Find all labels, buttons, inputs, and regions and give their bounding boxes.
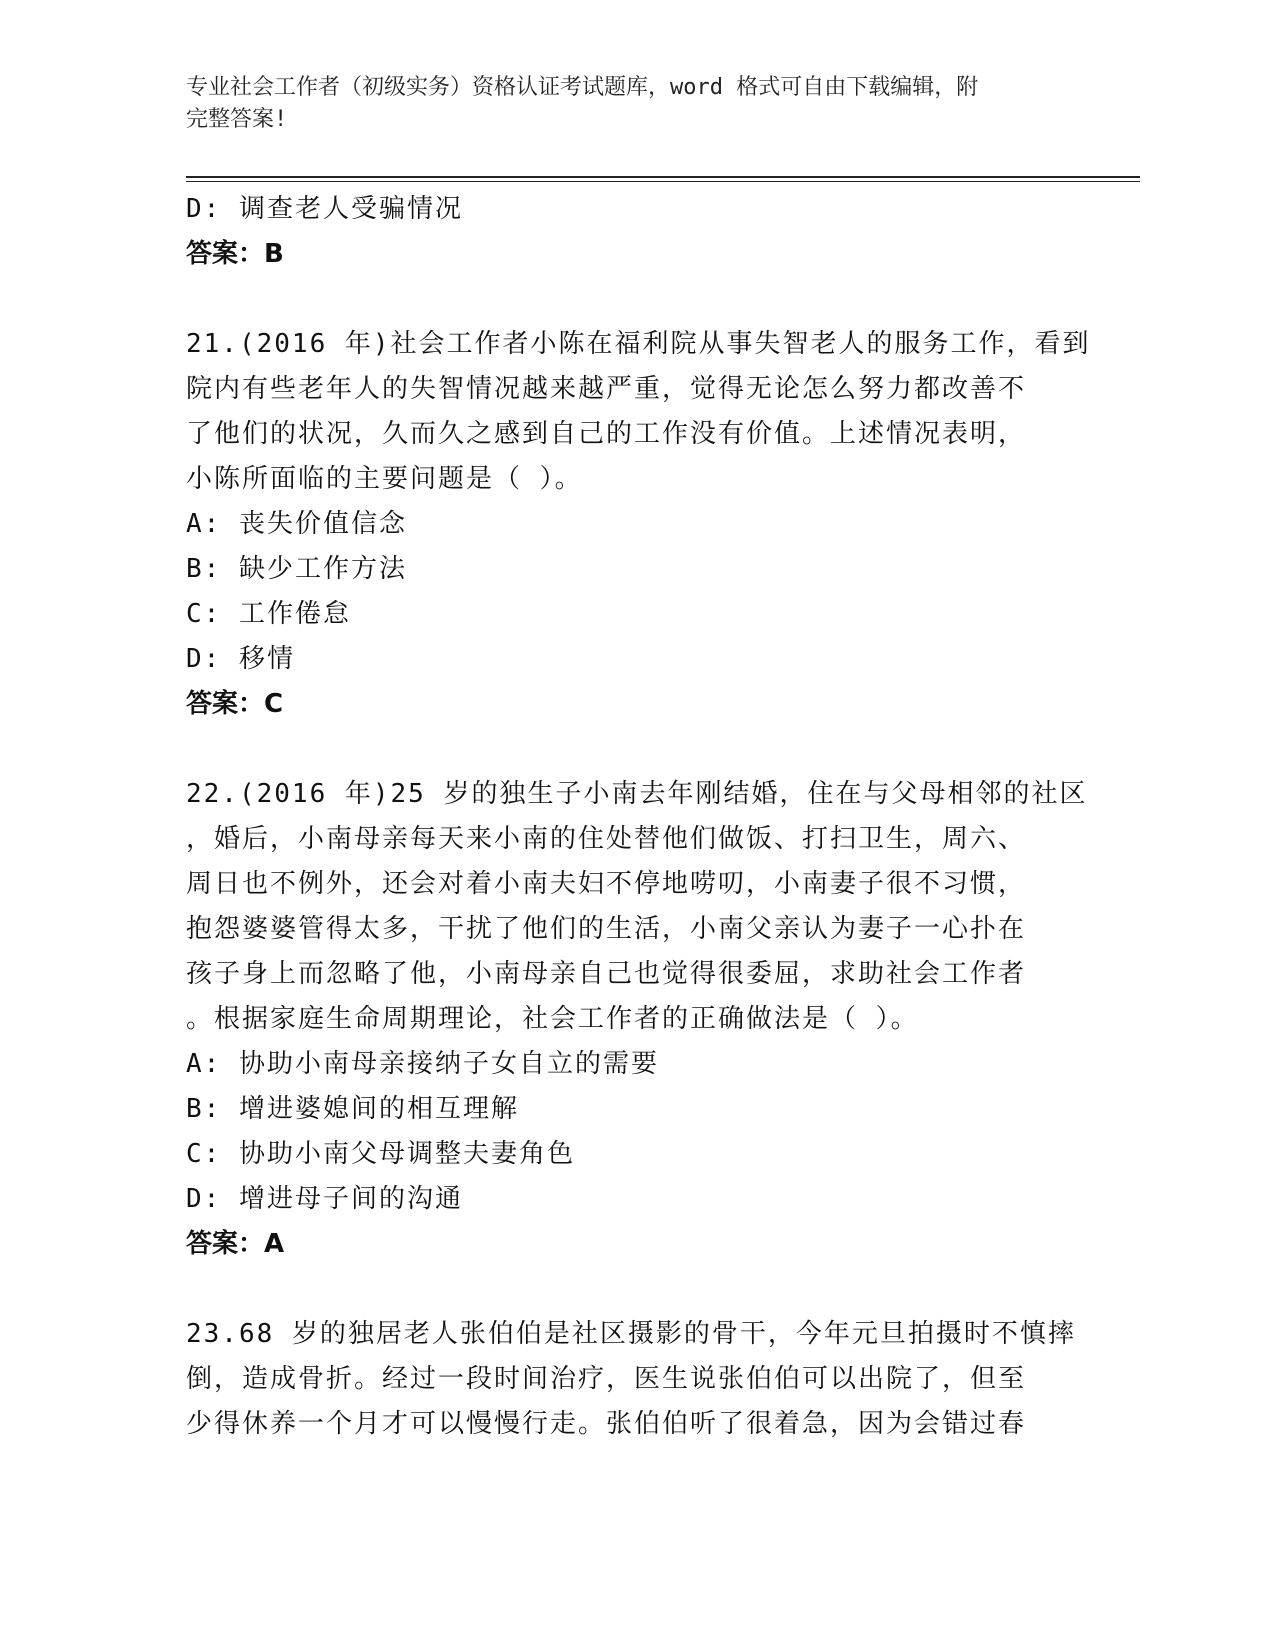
header-rule-thick bbox=[186, 176, 1140, 178]
page-header bbox=[186, 72, 1066, 136]
question-text-line: 周日也不例外，还会对着小南夫妇不停地唠叨，小南妻子很不习惯， bbox=[186, 869, 1027, 899]
question-21 bbox=[186, 322, 1091, 727]
question-text-line: 22.(2016 年)25 岁的独生子小南去年刚结婚，住在与父母相邻的社区 bbox=[186, 779, 1088, 809]
answer-line: 答案：B bbox=[186, 239, 284, 269]
spacer bbox=[186, 1267, 1086, 1312]
question-text-line: ，婚后，小南母亲每天来小南的住处替他们做饭、打扫卫生，周六、 bbox=[186, 824, 1027, 854]
header-rule-thin bbox=[186, 181, 1140, 182]
previous-question-tail bbox=[186, 187, 1086, 277]
question-text-line: 倒，造成骨折。经过一段时间治疗，医生说张伯伯可以出院了，但至 bbox=[186, 1364, 1027, 1394]
header-line-2: 完整答案! bbox=[186, 107, 288, 132]
option-c: C: 协助小南父母调整夫妻角色 bbox=[186, 1139, 575, 1169]
option-d: D: 增进母子间的沟通 bbox=[186, 1184, 463, 1214]
question-text-line: 了他们的状况，久而久之感到自己的工作没有价值。上述情况表明， bbox=[186, 419, 1027, 449]
document-body bbox=[186, 187, 1091, 1447]
option-c: C: 工作倦怠 bbox=[186, 599, 351, 629]
question-text-line: 孩子身上而忽略了他，小南母亲自己也觉得很委屈，求助社会工作者 bbox=[186, 959, 1027, 989]
question-text-line: 23.68 岁的独居老人张伯伯是社区摄影的骨干，今年元旦拍摄时不慎摔 bbox=[186, 1319, 1076, 1349]
question-text-line: 21.(2016 年)社会工作者小陈在福利院从事失智老人的服务工作，看到 bbox=[186, 329, 1091, 359]
question-text-line: 院内有些老年人的失智情况越来越严重，觉得无论怎么努力都改善不 bbox=[186, 374, 1027, 404]
option-d: D: 移情 bbox=[186, 644, 295, 674]
question-22 bbox=[186, 772, 1086, 1267]
question-text-line: 少得休养一个月才可以慢慢行走。张伯伯听了很着急，因为会错过春 bbox=[186, 1409, 1027, 1439]
question-23 bbox=[186, 1312, 1086, 1447]
header-line-1: 专业社会工作者（初级实务）资格认证考试题库，word 格式可自由下载编辑，附 bbox=[186, 75, 979, 100]
question-text-line: 。根据家庭生命周期理论，社会工作者的正确做法是（ ）。 bbox=[186, 1004, 919, 1034]
spacer bbox=[186, 727, 1086, 772]
option-d: D: 调查老人受骗情况 bbox=[186, 194, 463, 224]
option-b: B: 增进婆媳间的相互理解 bbox=[186, 1094, 519, 1124]
option-b: B: 缺少工作方法 bbox=[186, 554, 407, 584]
answer-line: 答案：A bbox=[186, 1229, 285, 1259]
question-text-line: 抱怨婆婆管得太多，干扰了他们的生活，小南父亲认为妻子一心扑在 bbox=[186, 914, 1027, 944]
answer-line: 答案：C bbox=[186, 689, 284, 719]
question-text-line: 小陈所面临的主要问题是（ ）。 bbox=[186, 464, 583, 494]
option-a: A: 丧失价值信念 bbox=[186, 509, 407, 539]
spacer bbox=[186, 277, 1086, 322]
option-a: A: 协助小南母亲接纳子女自立的需要 bbox=[186, 1049, 659, 1079]
